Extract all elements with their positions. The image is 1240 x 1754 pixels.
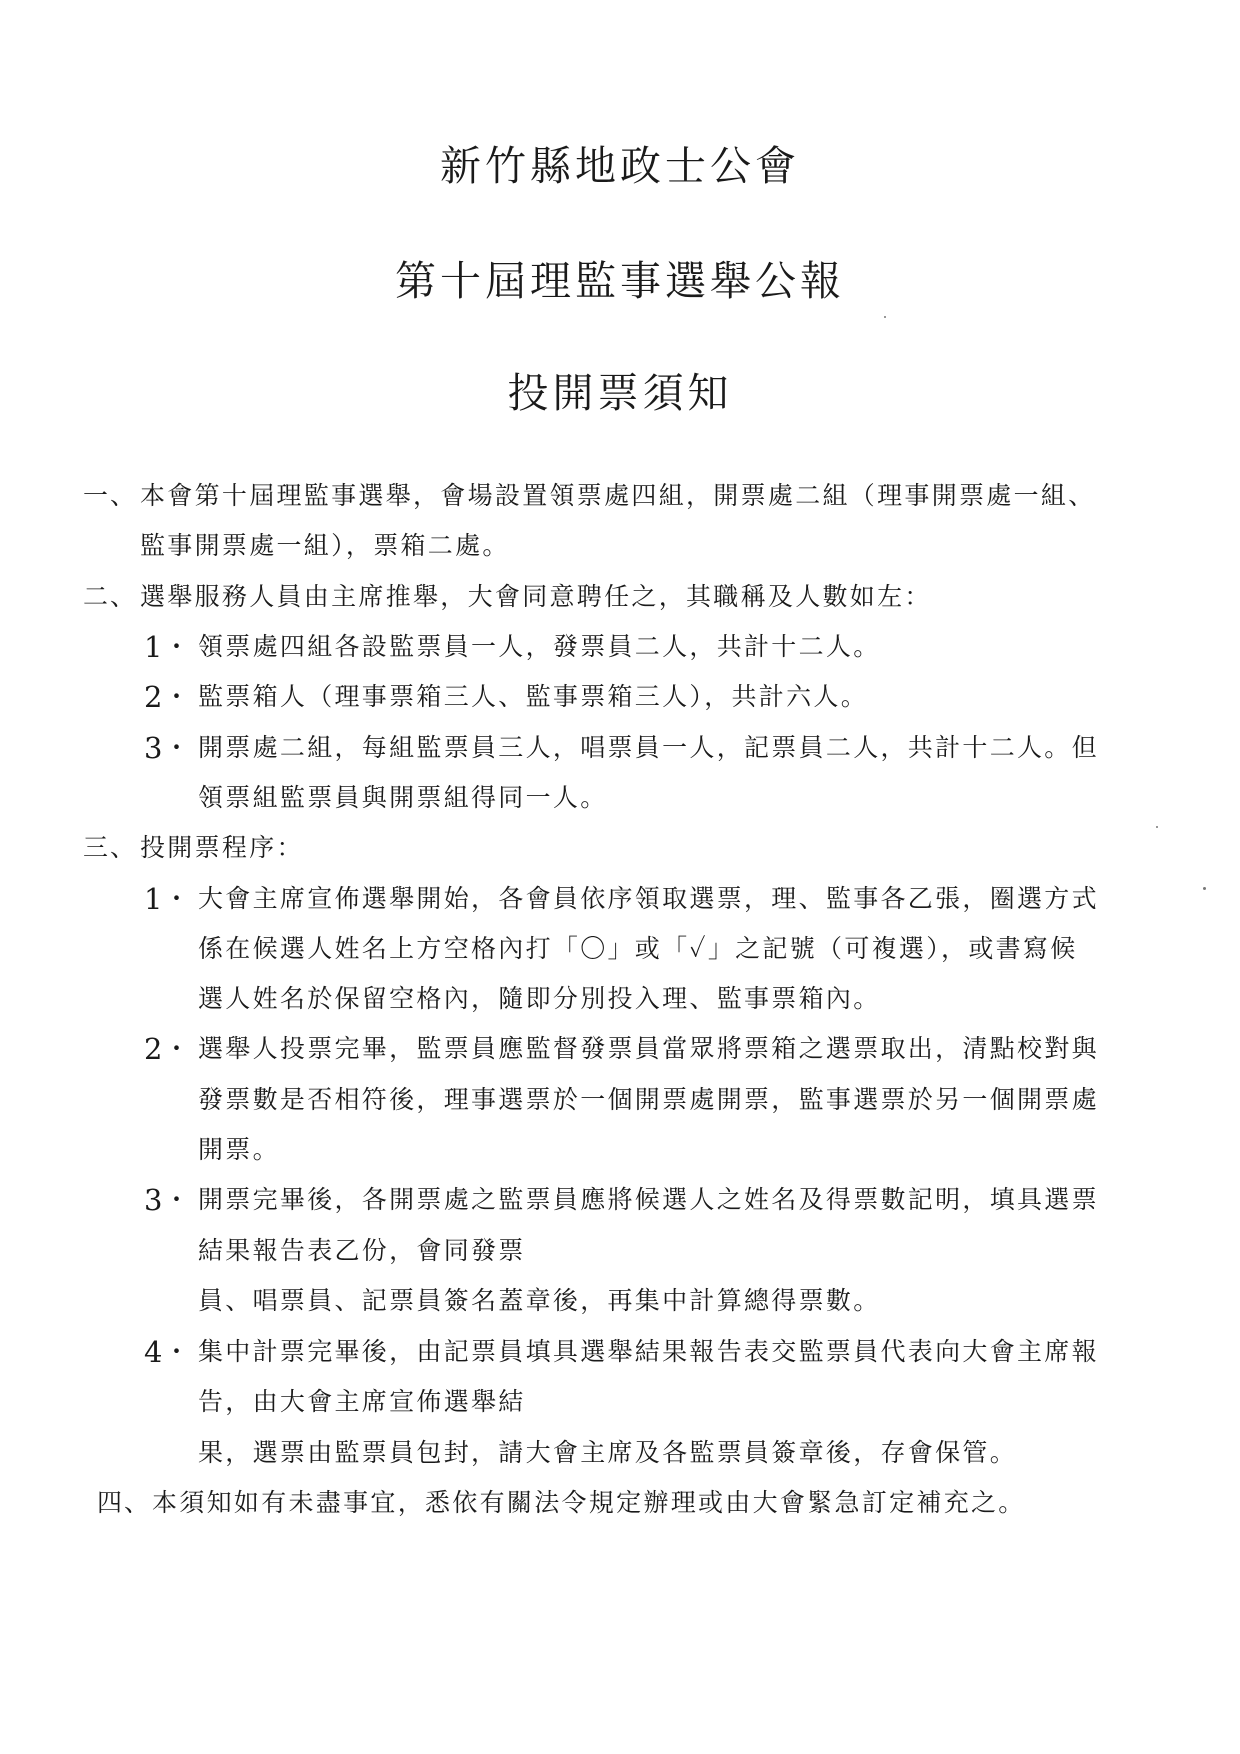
item-line: 選舉人投票完畢，監票員應監督發票員當眾將票箱之選票取出，清點校對與 bbox=[198, 1034, 1099, 1063]
item-line: 集中計票完畢後，由記票員填具選舉結果報告表交監票員代表向大會主席報 bbox=[198, 1337, 1099, 1366]
section-marker: 四、 bbox=[97, 1488, 152, 1517]
section-line: 選舉服務人員由主席推舉，大會同意聘任之，其職稱及人數如左： bbox=[140, 582, 932, 611]
item-number: 4 bbox=[144, 1335, 163, 1369]
subject-title: 投開票須知 bbox=[507, 369, 733, 417]
item-line: 開票處二組，每組監票員三人，唱票員一人，記票員二人，共計十二人。但 bbox=[198, 733, 1099, 762]
item-separator: ・ bbox=[164, 884, 190, 913]
item-line: 告，由大會主席宣佈選舉結 bbox=[198, 1387, 526, 1416]
section-marker: 三、 bbox=[83, 833, 138, 862]
item-number: 2 bbox=[144, 680, 163, 714]
bulletin-title: 第十屆理監事選舉公報 bbox=[395, 257, 845, 305]
section-marker: 二、 bbox=[83, 582, 138, 611]
item-line: 發票數是否相符後，理事選票於一個開票處開票，監事選票於另一個開票處 bbox=[198, 1085, 1099, 1114]
org-title: 新竹縣地政士公會 bbox=[440, 142, 800, 190]
item-line: 結果報告表乙份，會同發票 bbox=[198, 1236, 526, 1265]
item-line: 果，選票由監票員包封，請大會主席及各監票員簽章後，存會保管。 bbox=[198, 1438, 1018, 1467]
item-separator: ・ bbox=[164, 1337, 190, 1366]
section-line: 監事開票處一組），票箱二處。 bbox=[140, 531, 510, 560]
item-line: 選人姓名於保留空格內，隨即分別投入理、監事票箱內。 bbox=[198, 984, 881, 1013]
section-line: 投開票程序： bbox=[140, 833, 304, 862]
item-separator: ・ bbox=[164, 1034, 190, 1063]
item-number: 1 bbox=[144, 630, 163, 664]
item-line: 開票。 bbox=[198, 1135, 280, 1164]
item-line: 監票箱人（理事票箱三人、監事票箱三人），共計六人。 bbox=[198, 682, 869, 711]
item-separator: ・ bbox=[164, 733, 190, 762]
item-line: 領票處四組各設監票員一人，發票員二人，共計十二人。 bbox=[198, 632, 881, 661]
item-line: 大會主席宣佈選舉開始，各會員依序領取選票，理、監事各乙張，圈選方式 bbox=[198, 884, 1099, 913]
item-line: 員、唱票員、記票員簽名蓋章後，再集中計算總得票數。 bbox=[198, 1286, 881, 1315]
item-number: 1 bbox=[144, 882, 163, 916]
scan-speck bbox=[1203, 887, 1206, 890]
item-number: 2 bbox=[144, 1032, 163, 1066]
scan-speck bbox=[884, 316, 886, 318]
item-line: 開票完畢後，各開票處之監票員應將候選人之姓名及得票數記明，填具選票 bbox=[198, 1185, 1099, 1214]
item-number: 3 bbox=[144, 1183, 163, 1217]
item-separator: ・ bbox=[164, 1185, 190, 1214]
item-line: 領票組監票員與開票組得同一人。 bbox=[198, 783, 608, 812]
section-line: 本會第十屆理監事選舉，會場設置領票處四組，開票處二組（理事開票處一組、 bbox=[140, 481, 1096, 510]
item-separator: ・ bbox=[164, 682, 190, 711]
section-marker: 一、 bbox=[83, 481, 138, 510]
item-line: 係在候選人姓名上方空格內打「〇」或「✓」之記號（可複選），或書寫候 bbox=[198, 934, 1078, 963]
item-separator: ・ bbox=[164, 632, 190, 661]
scan-speck bbox=[1156, 826, 1158, 828]
item-number: 3 bbox=[144, 731, 163, 765]
section-line: 本須知如有未盡事宜，悉依有關法令規定辦理或由大會緊急訂定補充之。 bbox=[152, 1488, 1026, 1517]
